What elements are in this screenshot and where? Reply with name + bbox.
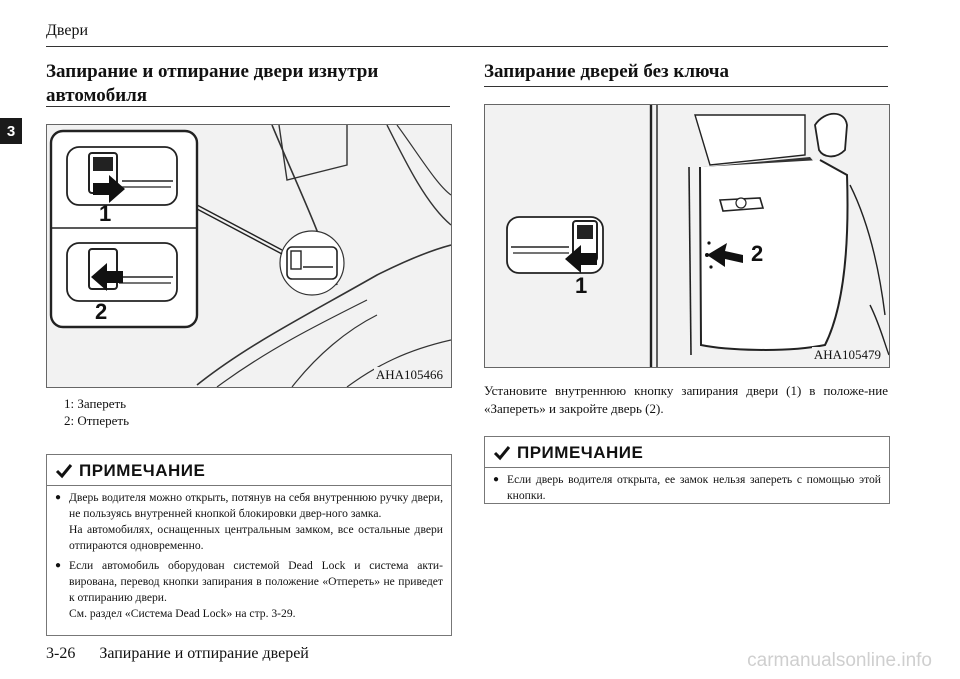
left-title-line2: автомобиля [46, 85, 148, 106]
left-section-title [46, 60, 450, 108]
note-heading-text: ПРИМЕЧАНИЕ [79, 461, 206, 480]
left-title-rule [46, 106, 450, 107]
check-mark-icon [55, 463, 73, 479]
figure-code: AHA105466 [375, 367, 443, 382]
right-section-title: Запирание дверей без ключа [484, 61, 730, 82]
note-bullet-2-p1: ● Если автомобиль оборудован системой Dead Lock и система акти-вирована, перевод кнопки запирания в положение «Отпереть» не приведет к отпиранию двери. [69, 559, 443, 604]
note-heading-right [485, 437, 889, 468]
note-heading [47, 455, 451, 486]
chapter-tab: 3 [0, 118, 22, 144]
right-body-text: Установите внутреннюю кнопку запирания двери (1) в положе-ние «Запереть» и закройте дверь (2). [484, 383, 888, 416]
right-title-rule [484, 86, 888, 87]
note-bullet-right-1: ● Если дверь водителя открыта, ее замок нельзя запереть с помощью этой кнопки. [493, 472, 881, 504]
page-footer [46, 645, 309, 663]
door-label-2: 2 [751, 241, 764, 266]
figure-code-right: AHA105479 [813, 347, 881, 362]
caption-lock: 1: Запереть [64, 396, 127, 411]
note-bullet-2-p2: См. раздел «Система Dead Lock» на стр. 3-29. [69, 607, 296, 620]
note-bullet-1-p1: ● Дверь водителя можно открыть, потянув на себя внутреннюю ручку двери, не пользуясь внутренней кнопкой блокировки двер-ного замка. [69, 491, 443, 520]
running-header: Двери [46, 22, 89, 39]
caption-unlock: 2: Отпереть [64, 413, 130, 428]
note-body-right [485, 468, 889, 512]
check-mark-icon [493, 445, 511, 461]
note-bullet-1 [55, 490, 443, 554]
note-body [47, 486, 451, 630]
left-captions [64, 395, 129, 429]
note-heading-text-right: ПРИМЕЧАНИЕ [517, 443, 644, 462]
watermark: carmanualsonline.info [747, 650, 932, 671]
car-door-illustration [485, 105, 889, 367]
door-lock-inside-figure [46, 124, 452, 388]
left-note-box [46, 454, 452, 636]
header-rule [46, 46, 888, 47]
note-bullet-1-p2: На автомобилях, оснащенных центральным замком, все остальные двери отпираются одновременно. [69, 523, 443, 552]
page-number: 3-26 [46, 645, 76, 662]
callout-label-2: 2 [95, 299, 108, 324]
right-note-box [484, 436, 890, 504]
callout-label-1: 1 [99, 201, 112, 226]
left-title-line1: Запирание и отпирание двери изнутри [46, 61, 379, 82]
door-interior-illustration [47, 125, 451, 387]
note-bullet-2 [55, 558, 443, 622]
footer-section-title: Запирание и отпирание дверей [99, 645, 309, 662]
door-label-1: 1 [575, 273, 588, 298]
keyless-lock-figure [484, 104, 890, 368]
